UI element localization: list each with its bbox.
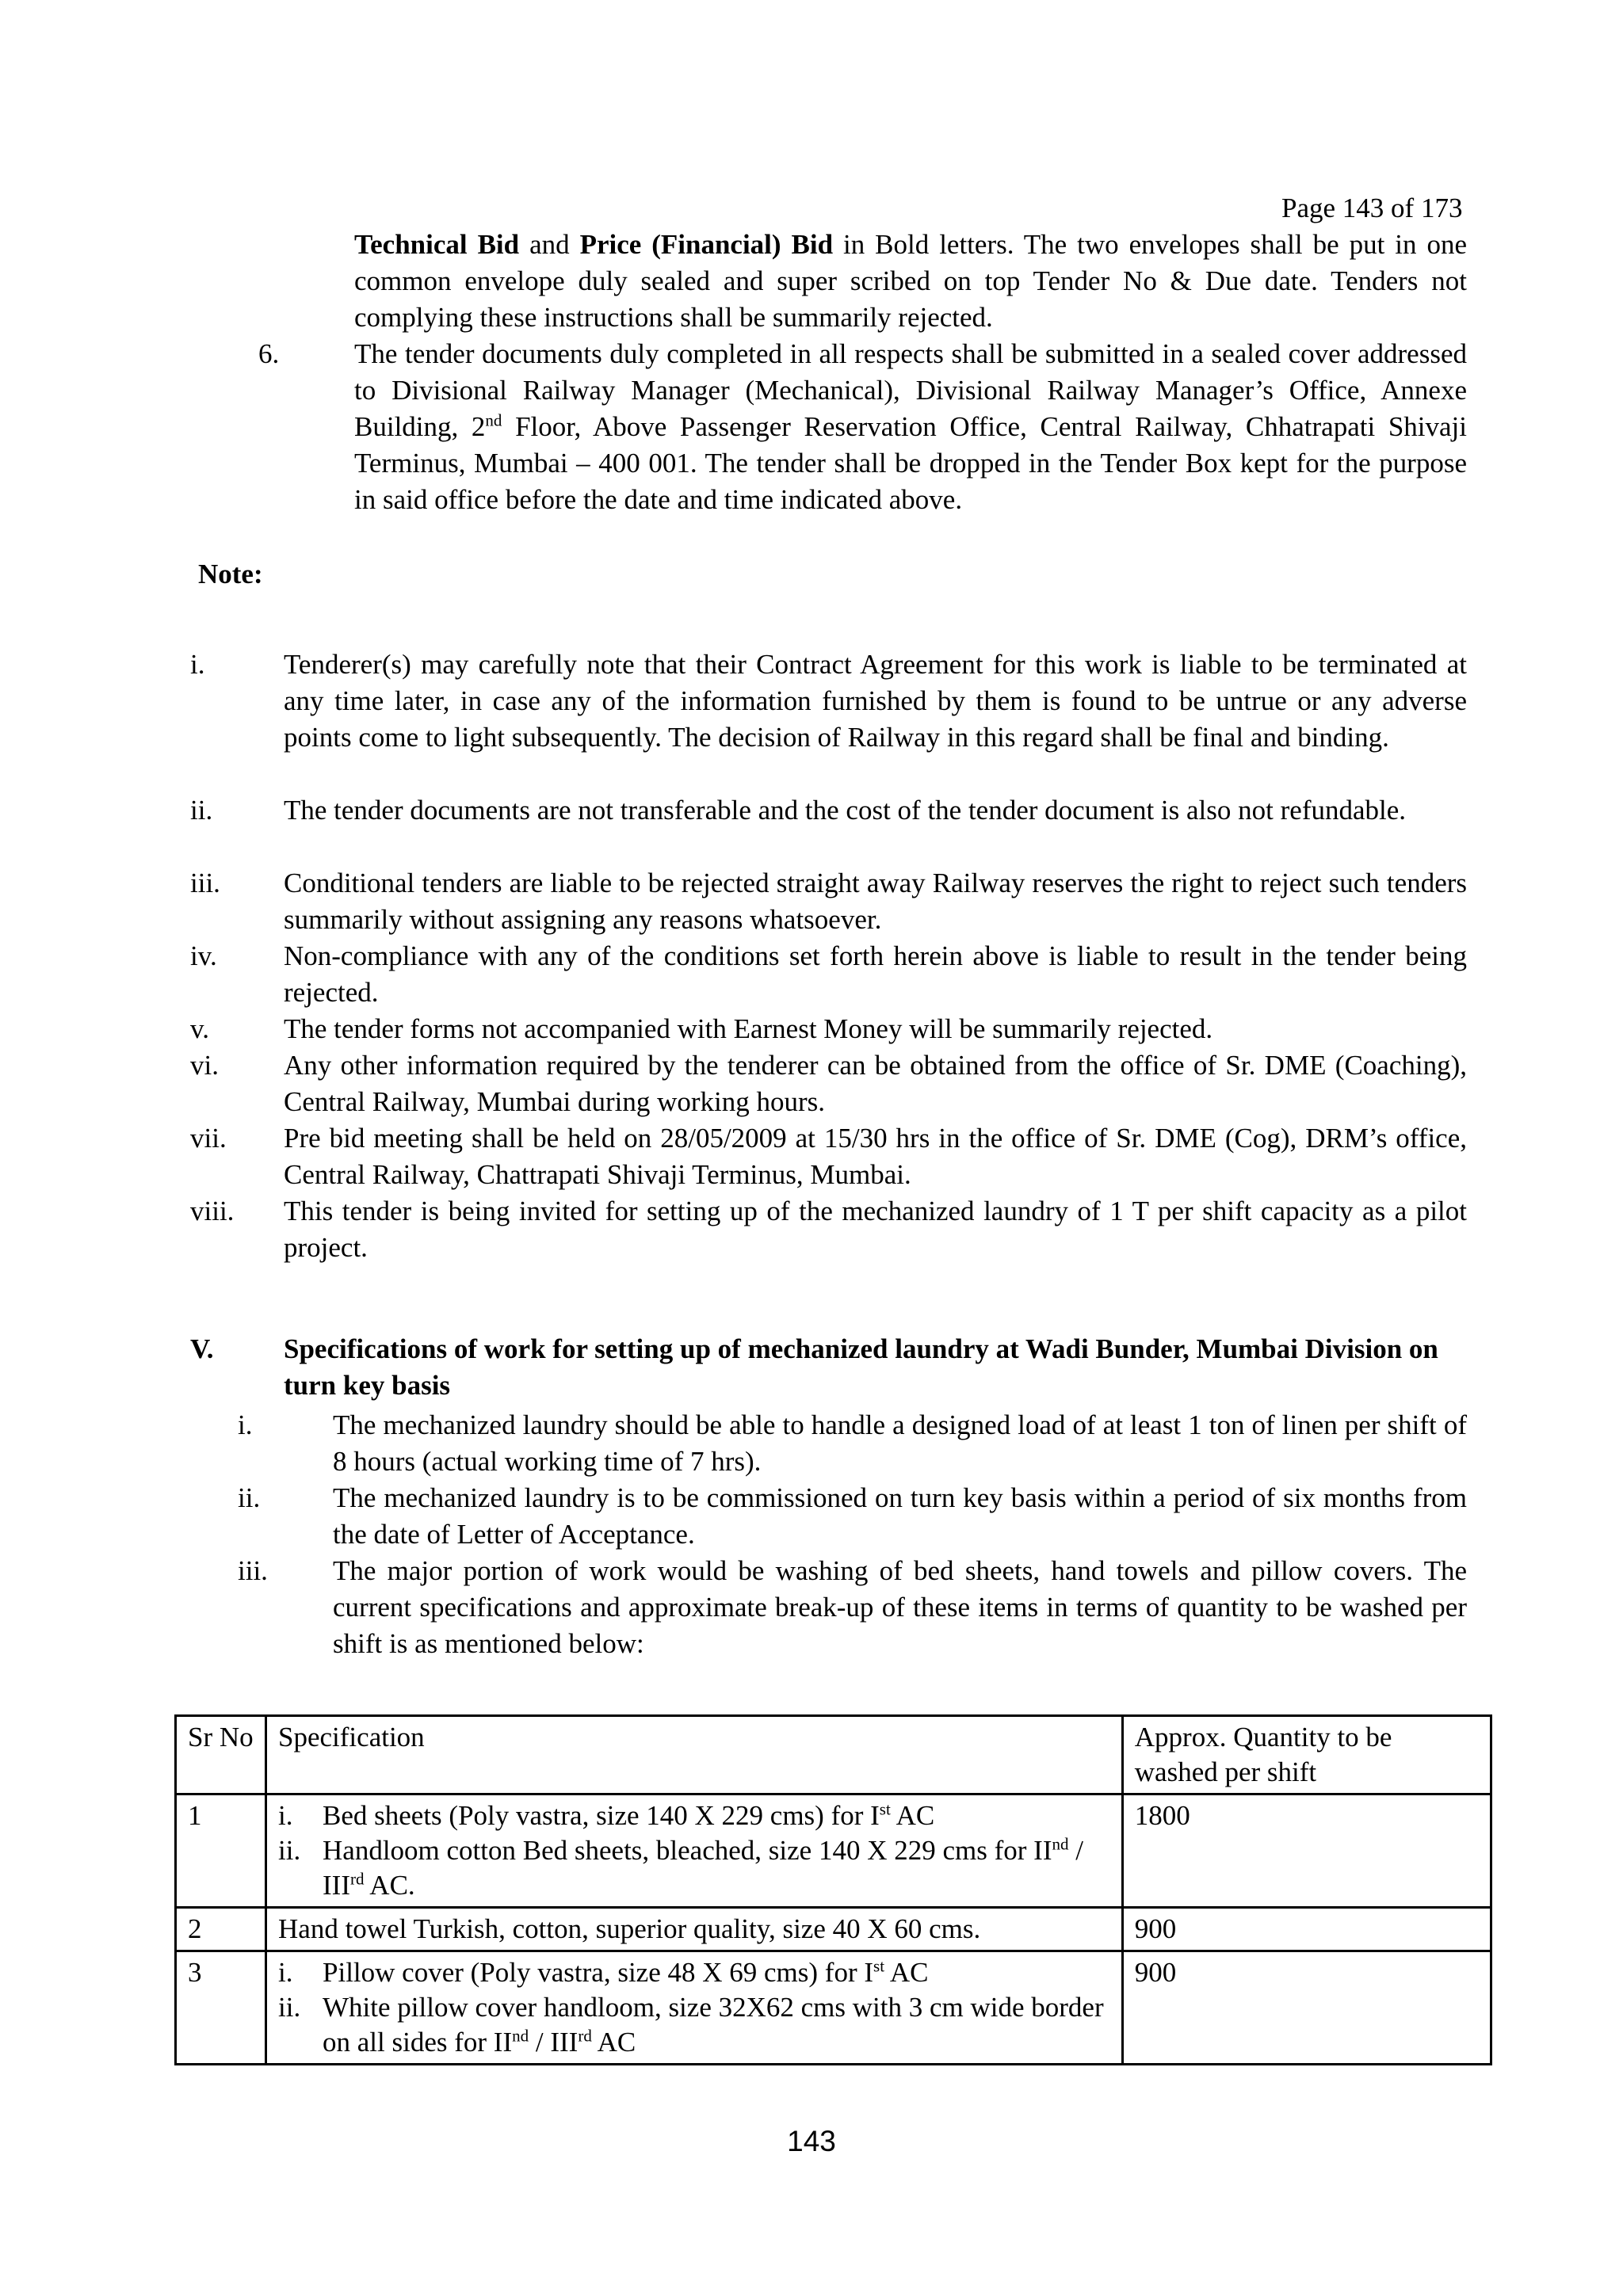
header-quantity: Approx. Quantity to be washed per shift [1122, 1716, 1491, 1794]
spec-sub-item [278, 1798, 1110, 1833]
table-row [176, 1794, 1491, 1908]
note-heading: Note: [198, 559, 263, 589]
note-item-num: vi. [190, 1050, 219, 1081]
item-6-number: 6. [258, 338, 280, 369]
header-sr-no: Sr No [176, 1716, 266, 1794]
note-item-text: The tender documents are not transferable and the cost of the tender document is also not refundable. [284, 795, 1407, 826]
cell-specification: Hand towel Turkish, cotton, superior quality, size 40 X 60 cms. [266, 1908, 1123, 1951]
cell-quantity: 1800 [1122, 1794, 1491, 1908]
continuation-mid: and [519, 229, 580, 260]
cell-sr: 3 [176, 1951, 266, 2065]
cell-specification [266, 1951, 1123, 2065]
section-v-heading: Specifications of work for setting up of mechanized laundry at Wadi Bunder, Mumbai Division on turn key basis [284, 1333, 1438, 1401]
page-header: Page 143 of 173 [1281, 193, 1463, 223]
spec-sub-text: Pillow cover (Poly vastra, size 48 X 69 cms) for Ist AC [323, 1956, 929, 1988]
intro-continuation [354, 227, 1467, 336]
spec-sub-item [278, 1833, 1110, 1903]
spec-sub-num: i. [278, 1800, 293, 1831]
continuation-rest: in Bold letters. The two envelopes shall be put in one common envelope duly sealed and super scribed on top Tender No & Due date. Tenders not complying these instructions shall be summarily rejected. [354, 229, 1467, 333]
cell-sr: 1 [176, 1794, 266, 1908]
specification-table [174, 1714, 1492, 2065]
table-header-row [176, 1716, 1491, 1794]
header-specification: Specification [266, 1716, 1123, 1794]
spec-sub-num: ii. [278, 1835, 301, 1866]
section-v-item-num: i. [238, 1409, 253, 1440]
section-v-number: V. [190, 1333, 214, 1364]
note-item-num: iii. [190, 868, 220, 898]
spec-sub-text: Handloom cotton Bed sheets, bleached, size 140 X 229 cms for IInd / IIIrd AC. [323, 1834, 1083, 1901]
item-6-sup: nd [485, 410, 502, 430]
cell-specification [266, 1794, 1123, 1908]
note-item-text: Conditional tenders are liable to be rejected straight away Railway reserves the right to reject such tenders summarily without assigning any reasons whatsoever. [284, 868, 1467, 935]
item-6-text [354, 336, 1467, 518]
note-item-num: i. [190, 649, 205, 680]
note-item-num: v. [190, 1013, 209, 1044]
cell-quantity: 900 [1122, 1951, 1491, 2065]
spec-sub-num: ii. [278, 1992, 301, 2023]
bold-price-bid: Price (Financial) Bid [579, 229, 834, 260]
section-v-item-num: ii. [238, 1482, 261, 1513]
note-item-text: Any other information required by the tenderer can be obtained from the office of Sr. DME (Coaching), Central Railway, Mumbai during working hours. [284, 1050, 1467, 1117]
cell-quantity: 900 [1122, 1908, 1491, 1951]
note-item-text: This tender is being invited for setting up of the mechanized laundry of 1 T per shift capacity as a pilot project. [284, 1196, 1467, 1263]
section-v-item-text: The major portion of work would be washing of bed sheets, hand towels and pillow covers. The current specifications and approximate break-up of these items in terms of quantity to be washed per shift is as mentioned below: [333, 1555, 1467, 1659]
footer-page-number: 143 [787, 2125, 836, 2157]
note-item-num: iv. [190, 940, 217, 971]
bold-technical-bid: Technical Bid [354, 229, 520, 260]
note-item-num: vii. [190, 1123, 227, 1154]
spec-sub-num: i. [278, 1957, 293, 1988]
item-6-text-a: The tender documents duly completed in all respects shall be submitted in a sealed cover addressed to Divisional Railway Manager (Mechanical), Divisional Railway Manager’s Office, Annexe Building, 2 [354, 338, 1467, 442]
note-item-text: The tender forms not accompanied with Earnest Money will be summarily rejected. [284, 1013, 1213, 1044]
spec-sub-item [278, 1990, 1110, 2060]
note-item-num: ii. [190, 795, 213, 826]
note-item-text: Non-compliance with any of the conditions set forth herein above is liable to result in the tender being rejected. [284, 940, 1467, 1008]
section-v-item-num: iii. [238, 1555, 268, 1586]
note-item-num: viii. [190, 1196, 235, 1226]
table-row [176, 1951, 1491, 2065]
note-item-text: Pre bid meeting shall be held on 28/05/2009 at 15/30 hrs in the office of Sr. DME (Cog), DRM’s office, Central Railway, Chattrapati Shivaji Terminus, Mumbai. [284, 1123, 1467, 1190]
spec-sub-item [278, 1955, 1110, 1990]
note-item-text: Tenderer(s) may carefully note that their Contract Agreement for this work is liable to be terminated at any time later, in case any of the information furnished by them is found to be untrue or any adverse points come to light subsequently. The decision of Railway in this regard shall be final and binding. [284, 649, 1467, 753]
spec-sub-text: White pillow cover handloom, size 32X62 cms with 3 cm wide border on all sides for IInd / IIIrd AC [323, 1992, 1104, 2058]
section-v-item-text: The mechanized laundry should be able to handle a designed load of at least 1 ton of linen per shift of 8 hours (actual working time of 7 hrs). [333, 1409, 1467, 1477]
spec-sub-text: Bed sheets (Poly vastra, size 140 X 229 cms) for Ist AC [323, 1799, 935, 1831]
item-6-text-b: Floor, Above Passenger Reservation Office, Central Railway, Chhatrapati Shivaji Terminus, Mumbai – 400 001. The tender shall be dropped in the Tender Box kept for the purpose in said office before the date and time indicated above. [354, 411, 1467, 515]
cell-sr: 2 [176, 1908, 266, 1951]
section-v-item-text: The mechanized laundry is to be commissioned on turn key basis within a period of six months from the date of Letter of Acceptance. [333, 1482, 1467, 1550]
table-row [176, 1908, 1491, 1951]
